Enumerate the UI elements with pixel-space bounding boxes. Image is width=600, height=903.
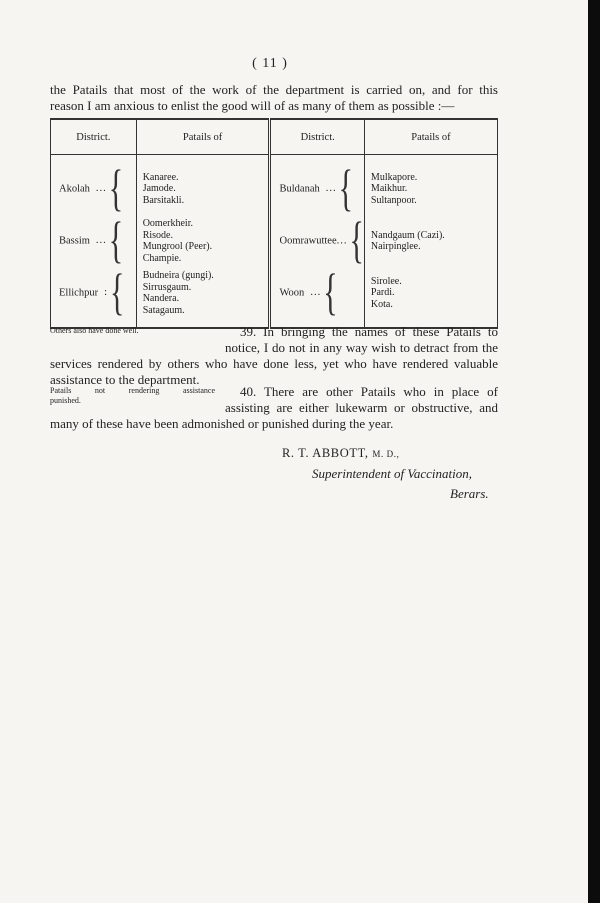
list-item: Kanaree. (142, 171, 179, 183)
brace-icon: { (323, 264, 338, 321)
header-district-right: District. (270, 119, 364, 155)
table-row (51, 215, 498, 267)
brace-icon: { (349, 212, 364, 269)
list-item: Sirrusgaum. (142, 281, 192, 293)
list-item: Nandgaum (Cazi). (370, 229, 445, 241)
list-item: Nairpinglee. (370, 241, 421, 252)
signature-degree: M. D., (372, 449, 400, 459)
list-item: Mungrool (Peer). (142, 241, 213, 252)
patails-cell (136, 215, 270, 267)
table-row (51, 267, 498, 328)
patails-cell (364, 215, 497, 267)
patails-cell (364, 155, 497, 216)
para40-line-2: assisting are either lukewarm or obstructive, and (225, 400, 498, 415)
district-cell: Bassim ...{ (51, 215, 137, 267)
patails-cell (364, 267, 497, 328)
district-cell: Akolah ...{ (51, 155, 137, 216)
intro-line-1: the Patails that most of the work of the department is carried on, and for this (50, 82, 498, 97)
para40-line-3: many of these have been admonished or punished during the year. (50, 416, 394, 431)
para39-line-1: 39. In bringing the names of these Patails to (240, 324, 498, 339)
list-item: Budneira (gungi). (142, 270, 214, 281)
margin-note-40: Patails not rendering assistance punished. (50, 386, 215, 405)
page-edge (588, 0, 600, 903)
district-cell: Buldanah ...{ (270, 155, 364, 216)
brace-icon: { (108, 212, 124, 269)
list-item: Maikhur. (370, 183, 408, 195)
list-item: Barsitakli. (142, 194, 185, 206)
list-item: Satagaum. (142, 304, 185, 316)
signature-title: Superintendent of Vaccination, (312, 466, 472, 481)
table-header-row (51, 119, 498, 155)
patails-cell (136, 155, 270, 216)
para39-line-2: notice, I do not in any way wish to detract from the (225, 340, 498, 355)
header-patails-right: Patails of (364, 119, 497, 155)
paragraph-39 (50, 324, 498, 388)
para40-line-1: 40. There are other Patails who in place of (240, 384, 498, 399)
signature-place: Berars. (450, 486, 489, 501)
margin-note-39: Others also have done well. (50, 326, 139, 335)
list-item: Risode. (142, 229, 173, 241)
district-cell: Woon ...{ (270, 267, 364, 328)
patails-cell (136, 267, 270, 328)
district-cell: Oomrawuttee...{ (270, 215, 364, 267)
patails-table (50, 118, 498, 329)
list-item: Sirolee. (370, 275, 402, 287)
table-row (51, 155, 498, 216)
para39-line-4: assistance to the department. (50, 372, 200, 387)
list-item: Sultanpoor. (370, 194, 417, 206)
header-patails-left: Patails of (136, 119, 270, 155)
header-district-left: District. (51, 119, 137, 155)
signature-name: R. T. ABBOTT, M. D., (282, 446, 400, 460)
list-item: Mulkapore. (370, 171, 418, 183)
intro-paragraph (50, 82, 498, 114)
district-cell: Ellichpur :{ (51, 267, 137, 328)
paragraph-40 (50, 384, 498, 432)
list-item: Champie. (142, 252, 182, 264)
list-item: Oomerkheir. (142, 218, 193, 229)
brace-icon: { (338, 160, 354, 217)
brace-icon: { (108, 160, 124, 217)
list-item: Pardi. (370, 287, 395, 299)
list-item: Kota. (370, 298, 393, 310)
para39-line-3: services rendered by others who have done less, yet who have rendered valuable (50, 356, 498, 371)
list-item: Jamode. (142, 183, 176, 195)
brace-icon: { (110, 264, 125, 321)
page-number: ( 11 ) (252, 56, 288, 71)
list-item: Nandera. (142, 293, 180, 304)
intro-line-2: reason I am anxious to enlist the good will of as many of them as possible :— (50, 98, 455, 113)
